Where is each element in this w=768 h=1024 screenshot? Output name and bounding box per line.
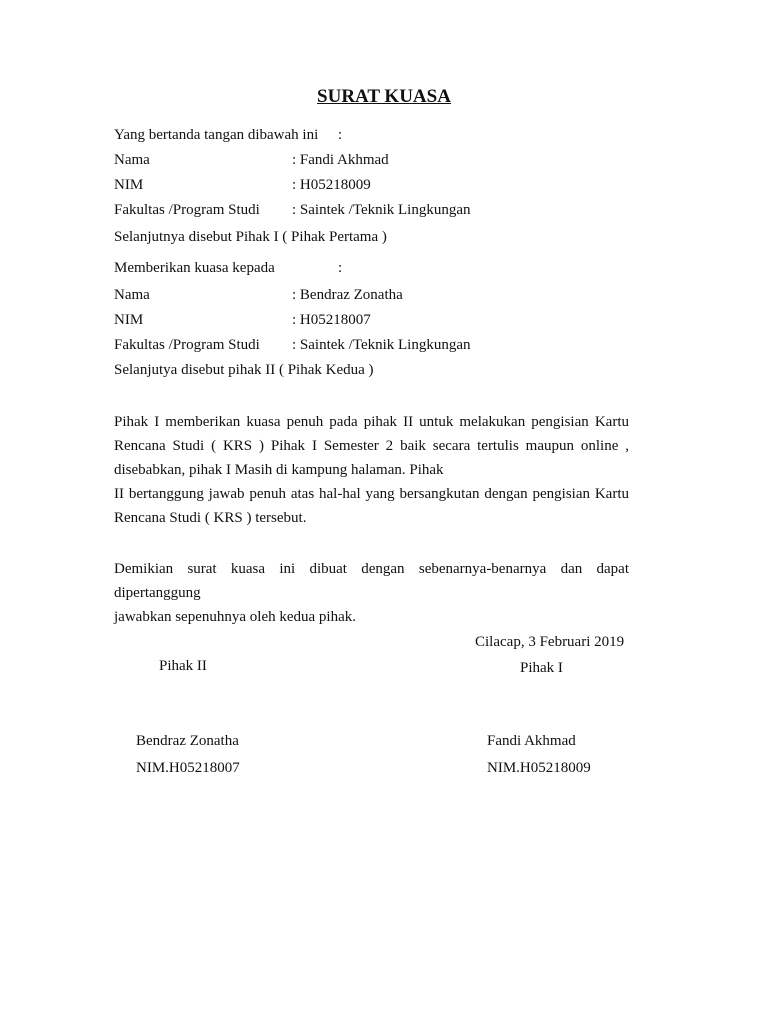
intro-colon: :	[338, 127, 343, 143]
party2-name-label: Nama	[114, 287, 150, 303]
party2-nim-label: NIM	[114, 312, 144, 328]
letter-title: SURAT KUASA	[317, 86, 451, 107]
party1-nim-value: : H05218009	[292, 177, 371, 193]
place-date: Cilacap, 3 Februari 2019	[475, 634, 625, 650]
party1-designation: Selanjutnya disebut Pihak I ( Pihak Pertama )	[114, 229, 387, 245]
party2-faculty-value: : Saintek /Teknik Lingkungan	[292, 337, 471, 353]
closing-paragraph	[114, 557, 629, 629]
closing-line: Demikian surat kuasa ini dibuat dengan sebenarnya-benarnya dan dapat dipertanggung	[114, 561, 629, 601]
party1-name-value: : Fandi Akhmad	[292, 152, 389, 168]
body-paragraph	[114, 410, 629, 530]
party1-faculty-label: Fakultas /Program Studi	[114, 202, 260, 218]
grant-colon: :	[338, 260, 343, 276]
signature-left-nim: NIM.H05218007	[136, 760, 240, 776]
grant-text: Memberikan kuasa kepada	[114, 260, 275, 276]
body-line: Rencana Studi ( KRS ) tersebut.	[114, 510, 307, 526]
party2-name-value: : Bendraz Zonatha	[292, 287, 403, 303]
party1-faculty-value: : Saintek /Teknik Lingkungan	[292, 202, 471, 218]
signature-right-role: Pihak I	[520, 660, 563, 676]
party1-name-label: Nama	[114, 152, 150, 168]
body-line: disebabkan, pihak I Masih di kampung halaman. Pihak	[114, 462, 444, 478]
signature-right-name: Fandi Akhmad	[487, 733, 576, 749]
party2-nim-value: : H05218007	[292, 312, 371, 328]
body-line: Rencana Studi ( KRS ) Pihak I Semester 2 baik secara tertulis maupun online ,	[114, 438, 629, 454]
party2-faculty-label: Fakultas /Program Studi	[114, 337, 260, 353]
signature-right-nim: NIM.H05218009	[487, 760, 591, 776]
signature-left-role: Pihak II	[159, 658, 207, 674]
body-line: II bertanggung jawab penuh atas hal-hal yang bersangkutan dengan pengisian Kartu	[114, 486, 629, 502]
party2-designation: Selanjutya disebut pihak II ( Pihak Kedua )	[114, 362, 374, 378]
intro-text: Yang bertanda tangan dibawah ini	[114, 127, 319, 143]
signature-left-name: Bendraz Zonatha	[136, 733, 239, 749]
party1-nim-label: NIM	[114, 177, 144, 193]
body-line: Pihak I memberikan kuasa penuh pada pihak II untuk melakukan pengisian Kartu	[114, 414, 629, 430]
closing-line: jawabkan sepenuhnya oleh kedua pihak.	[114, 609, 356, 625]
